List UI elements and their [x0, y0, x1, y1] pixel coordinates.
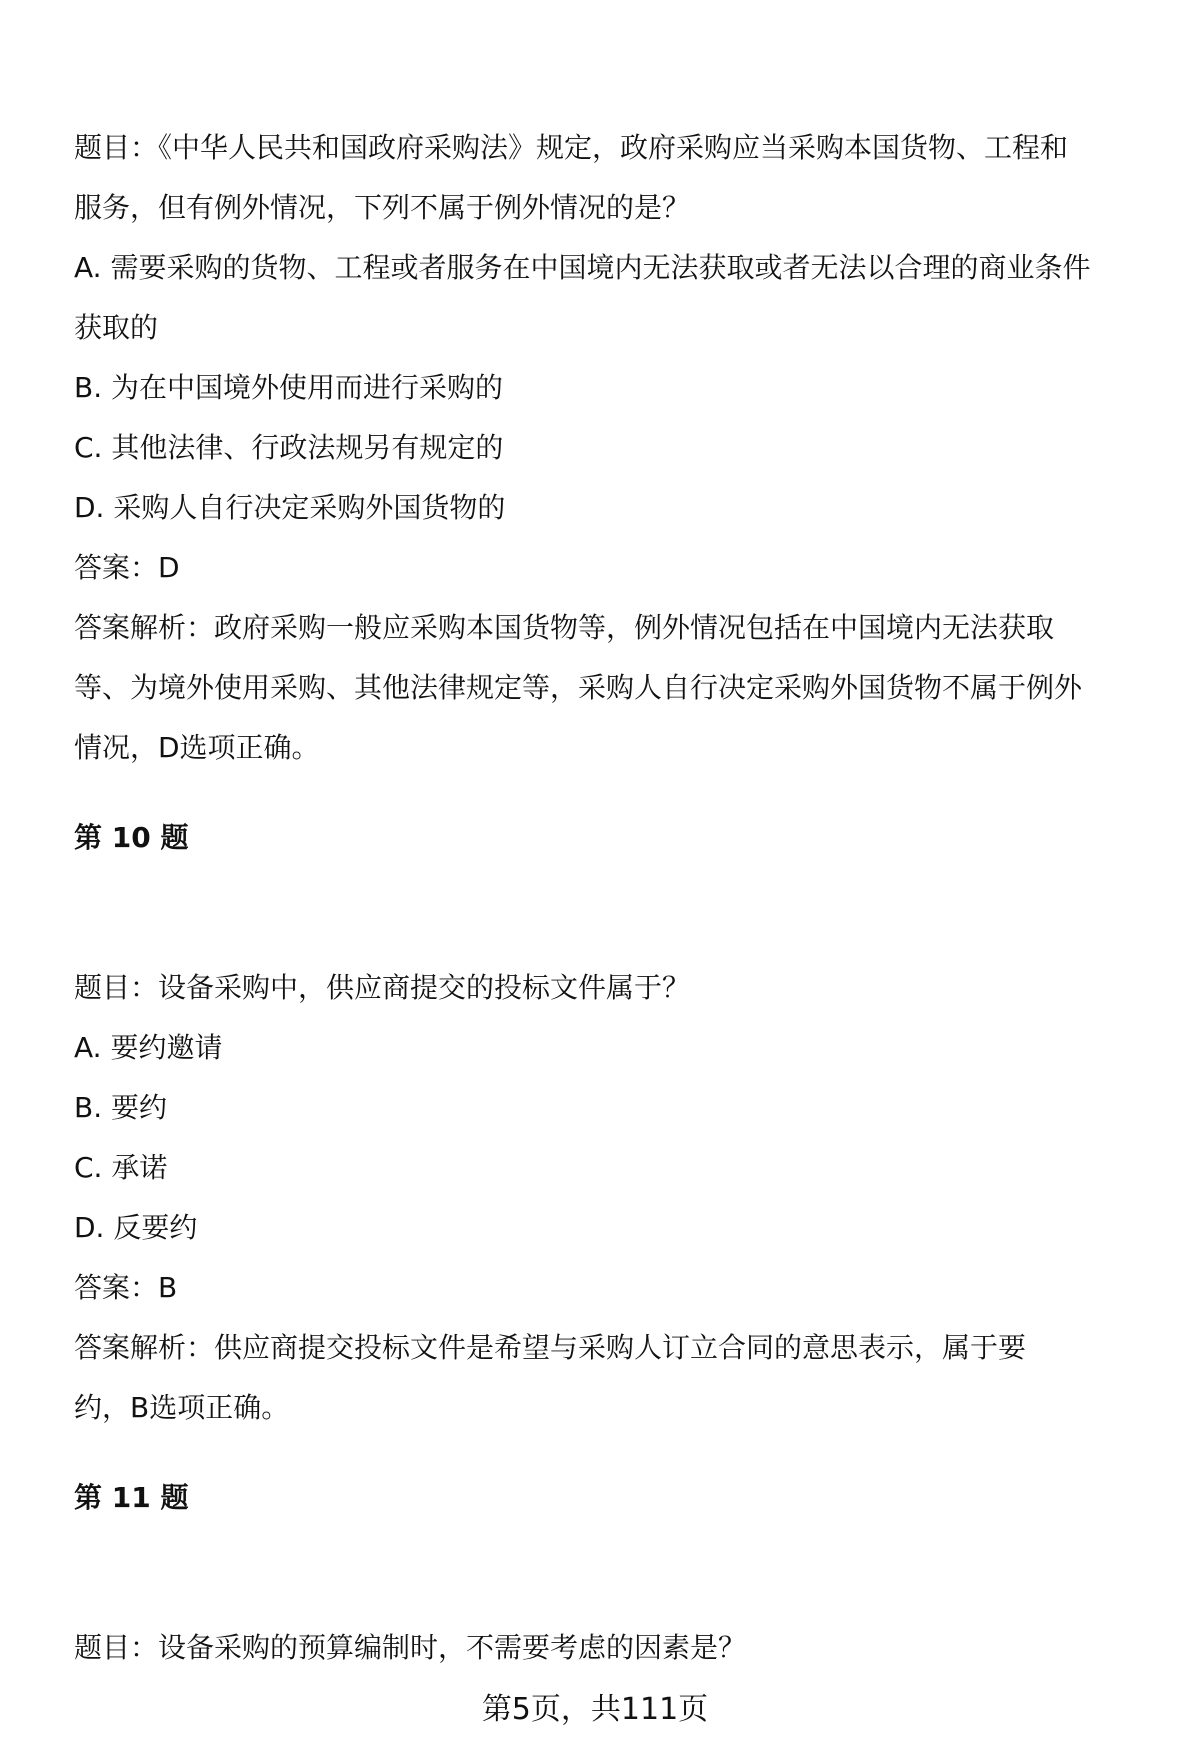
- q10-answer: 答案：B: [74, 1271, 178, 1304]
- q11-question-text: 题目：设备采购的预算编制时，不需要考虑的因素是？: [74, 1631, 747, 1664]
- q9-answer: 答案：D: [74, 551, 180, 584]
- page-number-footer: 第5页，共111页: [481, 1692, 709, 1727]
- q9-option-b: B. 为在中国境外使用而进行采购的: [74, 371, 504, 404]
- q9-option-d: D. 采购人自行决定采购外国货物的: [74, 491, 506, 524]
- spacer: [74, 1438, 1174, 1468]
- q9-question-text: 题目：《中华人民共和国政府采购法》规定，政府采购应当采购本国货物、工程和 服务，但有例外情况，下列不属于例外情况的是？: [74, 131, 1069, 224]
- q10-heading: 第 10 题: [74, 821, 189, 854]
- q10-option-d: D. 反要约: [74, 1211, 198, 1244]
- spacer: [74, 868, 1174, 958]
- q10-question-text: 题目：设备采购中，供应商提交的投标文件属于？: [74, 971, 691, 1004]
- q10-option-c: C. 承诺: [74, 1151, 168, 1184]
- q9-option-a: A. 需要采购的货物、工程或者服务在中国境内无法获取或者无法以合理的商业条件 获取的: [74, 251, 1091, 344]
- q9-explanation: 答案解析：政府采购一般应采购本国货物等，例外情况包括在中国境内无法获取 等、为境外使用采购、其他法律规定等，采购人自行决定采购外国货物不属于例外 情况，D选项正确。: [74, 611, 1083, 764]
- q10-explanation: 答案解析：供应商提交投标文件是希望与采购人订立合同的意思表示，属于要 约，B选项正确。: [74, 1331, 1027, 1424]
- q9-option-c: C. 其他法律、行政法规另有规定的: [74, 431, 504, 464]
- page-content: [74, 118, 1174, 1678]
- q11-heading: 第 11 题: [74, 1481, 189, 1514]
- spacer: [74, 778, 1174, 808]
- q10-option-b: B. 要约: [74, 1091, 168, 1124]
- q10-option-a: A. 要约邀请: [74, 1031, 223, 1064]
- spacer: [74, 1528, 1174, 1618]
